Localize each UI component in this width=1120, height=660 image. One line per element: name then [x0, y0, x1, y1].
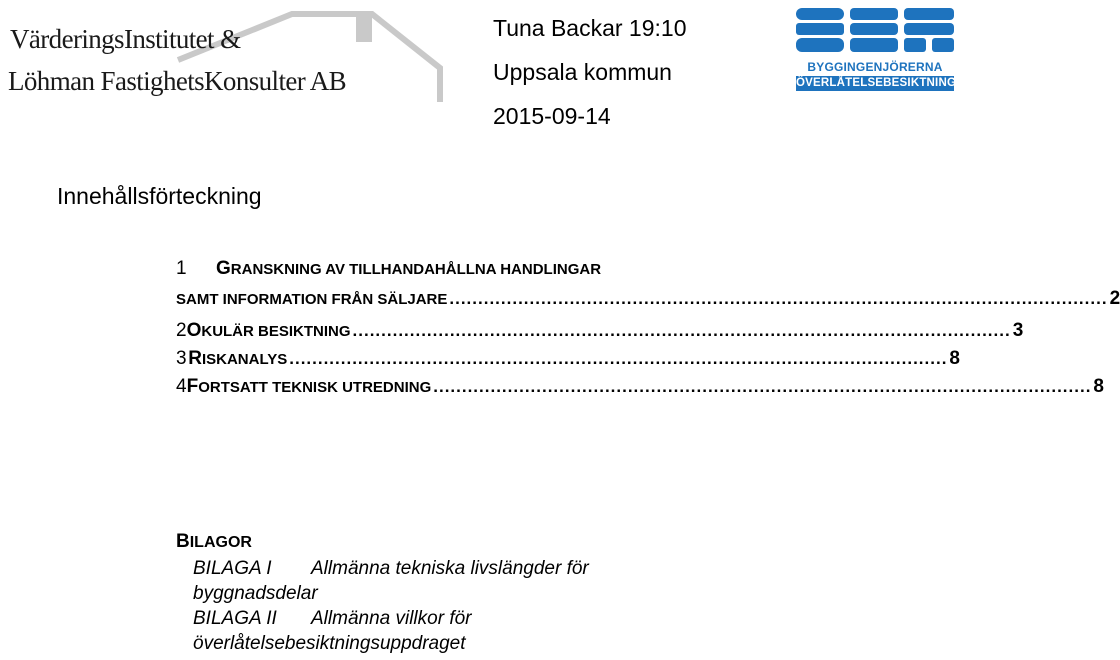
- toc-entry-title: FORTSATT TEKNISK UTREDNING: [186, 376, 432, 397]
- toc-page-number: 3: [1012, 320, 1024, 341]
- toc-page-number: 8: [1093, 376, 1104, 397]
- toc-entry-number: 4: [176, 376, 187, 397]
- toc-entry-4[interactable]: [176, 373, 1104, 401]
- toc-entry-1[interactable]: [176, 256, 960, 281]
- municipality: Uppsala kommun: [493, 59, 672, 85]
- attachment-item-2-continued: överlåtelsebesiktningsuppdraget: [193, 633, 466, 654]
- table-of-contents: [176, 256, 1120, 401]
- toc-page-number: 8: [949, 348, 960, 369]
- toc-entry-title: RISKANALYS: [188, 348, 288, 369]
- document-date: 2015-09-14: [493, 103, 611, 129]
- attachment-item-2: [193, 606, 589, 631]
- attachment-text: Allmänna tekniska livslängder för: [311, 558, 589, 579]
- sbr-logo: [796, 8, 957, 92]
- toc-entry-title: OKULÄR BESIKTNING: [186, 320, 351, 341]
- toc-entry-number: 1: [176, 258, 187, 279]
- toc-dot-leader: ...................................................................................................................: [449, 289, 1108, 308]
- toc-entry-3[interactable]: [176, 345, 960, 373]
- toc-dot-leader: ...................................................................................................................: [352, 321, 1011, 340]
- sbr-mark-icon: [796, 8, 954, 58]
- toc-entry-number: 2: [176, 320, 187, 341]
- document-header: [493, 6, 687, 138]
- toc-entry-title-line2: SAMT INFORMATION FRÅN SÄLJARE: [176, 291, 448, 308]
- attachments-section: [176, 529, 589, 656]
- company-name-line1: VärderingsInstitutet &: [10, 24, 241, 54]
- toc-entry-title: GRANSKNING AV TILLHANDAHÅLLNA HANDLINGAR: [216, 258, 602, 279]
- toc-page-number: 2: [1109, 288, 1120, 309]
- toc-dot-leader: ...................................................................................................................: [433, 377, 1092, 396]
- company-logo: [0, 10, 452, 108]
- attachment-label: BILAGA II: [193, 608, 277, 629]
- attachments-heading: BILAGOR: [176, 531, 252, 552]
- attachment-item-1: [193, 556, 589, 581]
- sbr-logo-line2: ÖVERLÅTELSEBESIKTNING: [796, 77, 957, 89]
- toc-heading: Innehållsförteckning: [57, 183, 262, 209]
- toc-dot-leader: ...................................................................................................................: [289, 349, 948, 368]
- toc-entry-1-continued[interactable]: [176, 281, 1120, 317]
- sbr-logo-line1: BYGGINGENJÖRERNA: [807, 60, 943, 74]
- property-designation: Tuna Backar 19:10: [493, 15, 687, 41]
- company-name-line2: Löhman FastighetsKonsulter AB: [8, 66, 347, 96]
- attachment-label: BILAGA I: [193, 558, 272, 579]
- toc-entry-number: 3: [176, 348, 187, 369]
- attachment-text: Allmänna villkor för: [311, 608, 472, 629]
- attachment-item-1-continued: byggnadsdelar: [193, 583, 318, 604]
- toc-entry-2[interactable]: [176, 317, 1024, 345]
